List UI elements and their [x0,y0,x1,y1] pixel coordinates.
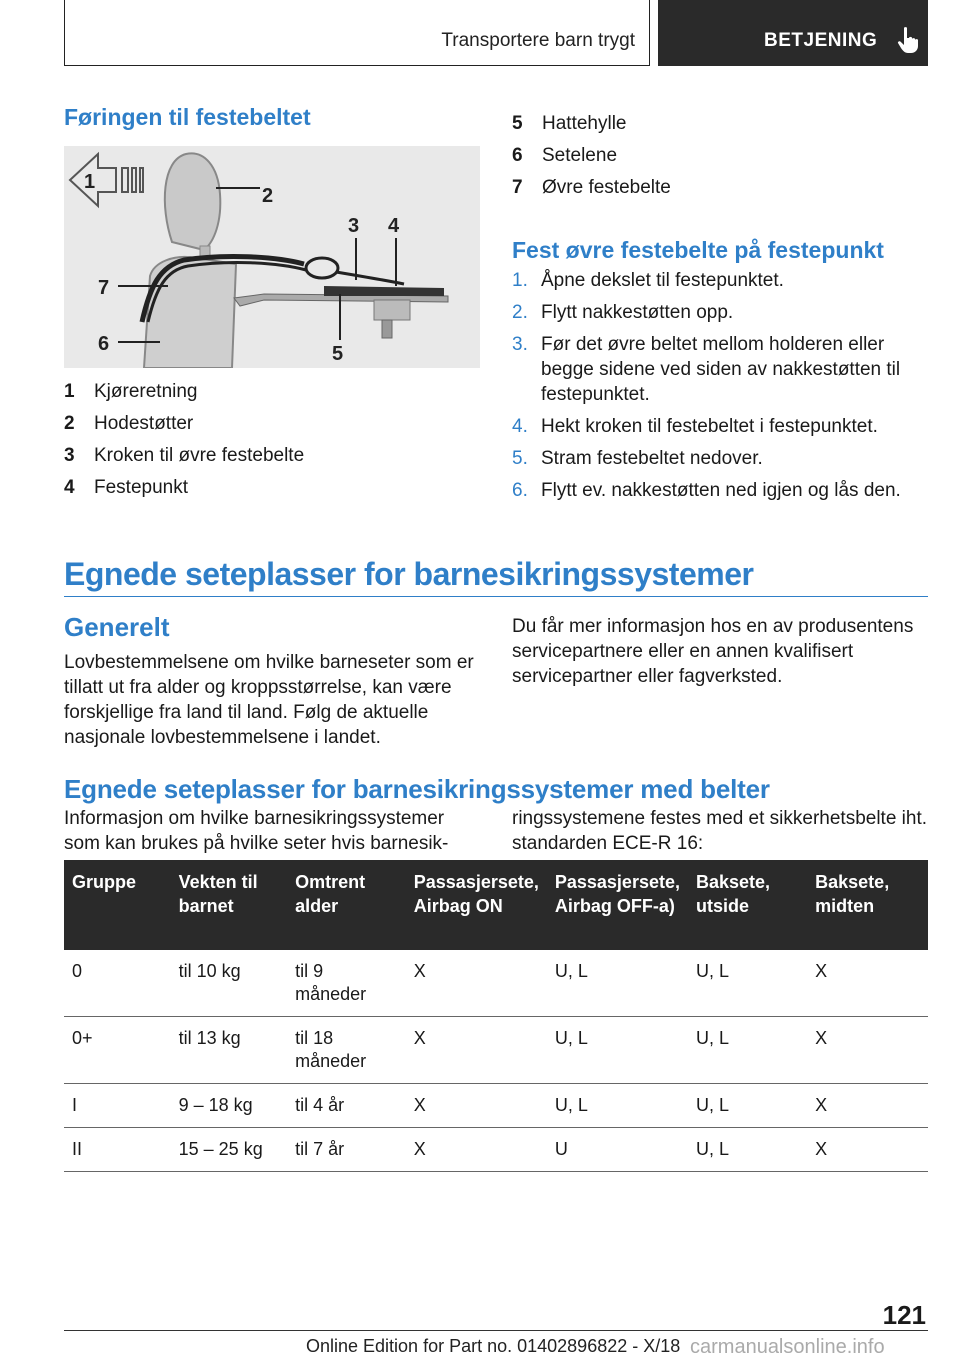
list-item: 5. Stram festebeltet nedover. [512,448,763,469]
list-item: 4. Hekt kroken til festebeltet i festepunktet. [512,416,878,437]
hand-pointer-icon [896,26,922,54]
table-cell: til 10 kg [171,950,287,1017]
belts-intro-right: ringssystemene festes med et sikkerhetsbelte iht. standarden ECE-R 16: [512,808,928,854]
table-cell: til 4 år [287,1084,406,1128]
table-cell: U, L [547,1084,688,1128]
general-paragraph-left: Lovbestemmelsene om hvilke barneseter som er tillatt ut fra alder og kroppsstørrelse, kan være forskjellige fra land til land. Følg de aktuelle nasjonale lovbestemmelsene i landet. [64,652,474,748]
table-cell: U [547,1128,688,1172]
table-cell: til 7 år [287,1128,406,1172]
legend-item: 6 Setelene [512,145,618,166]
chapter-divider [64,596,928,597]
table-row [64,1128,928,1172]
column-header: Baksete, utside [688,860,807,950]
footer-edition: Online Edition for Part no. 01402896822 - X/18 [306,1336,681,1356]
list-item: 6. Flytt ev. nakkestøtten ned igjen og lås den. [512,480,901,501]
table-row [64,1017,928,1084]
column-header: Passasjersete, Airbag ON [406,860,547,950]
figure-callout-7: 7 [98,277,110,299]
list-item: 2. Flytt nakkestøtten opp. [512,302,734,323]
section-title-attach-belt: Fest øvre festebelte på festepunkt [512,237,884,263]
table-cell: til 18 måneder [287,1017,406,1084]
footer-divider [64,1330,928,1331]
legend-item: 4 Festepunkt [64,477,188,498]
table-row [64,1084,928,1128]
seat-suitability-table [64,860,928,1172]
list-item: 3. Før det øvre beltet mellom holderen eller begge sidene ved siden av nakkestøtten til festepunktet. [512,334,901,405]
table-cell: U, L [688,1128,807,1172]
table-cell: X [807,950,928,1017]
table-cell: U, L [688,1084,807,1128]
column-header: Gruppe [64,860,171,950]
figure-callout-5: 5 [332,343,344,365]
table-cell: X [406,1084,547,1128]
figure-legend-left [64,376,304,504]
header-section-box [658,0,928,66]
table-cell: X [406,1128,547,1172]
section-title-general: Generelt [64,612,170,642]
legend-item: 7 Øvre festebelte [512,177,671,198]
general-paragraph-right: Du får mer informasjon hos en av produsentens servicepartnere eller en annen kvalifisert servicepartner eller fagverksted. [512,616,914,687]
table-cell: U, L [547,950,688,1017]
column-header: Omtrent alder [287,860,406,950]
section-title-belts: Egnede seteplasser for barnesikringssystemer med belter [64,774,770,804]
legend-item: 5 Hattehylle [512,113,627,134]
header-section-label: BETJENING [764,30,878,51]
figure-legend-right [512,108,671,204]
belts-intro-left: Informasjon om hvilke barnesikringssystemer som kan brukes på hvilke seter hvis barnesik- [64,808,449,854]
section-title-belt-routing: Føringen til festebeltet [64,104,311,130]
table-cell: X [406,1017,547,1084]
header-chapter-box [64,0,650,66]
table-cell: X [807,1128,928,1172]
table-cell: X [406,950,547,1017]
table-cell: I [64,1084,171,1128]
legend-item: 3 Kroken til øvre festebelte [64,445,305,466]
column-header: Baksete, midten [807,860,928,950]
table-cell: U, L [688,1017,807,1084]
page-number: 121 [882,1300,926,1330]
header-chapter-title: Transportere barn trygt [441,30,635,51]
chapter-title: Egnede seteplasser for barnesikringssystemer [64,556,754,592]
figure-callout-3: 3 [348,215,360,237]
table-cell: til 13 kg [171,1017,287,1084]
table-cell: U, L [547,1017,688,1084]
list-item: 1. Åpne dekslet til festepunktet. [512,270,784,291]
figure-callout-4: 4 [388,215,400,237]
table-cell: 15 – 25 kg [171,1128,287,1172]
table-header-row [64,860,928,950]
table-cell: II [64,1128,171,1172]
column-header: Vekten til barnet [171,860,287,950]
legend-item: 1 Kjøreretning [64,381,198,402]
headrest-belt-figure [64,146,480,368]
table-row [64,950,928,1017]
column-header: Passasjersete, Airbag OFF-a) [547,860,688,950]
table-cell: 0 [64,950,171,1017]
table-cell: X [807,1084,928,1128]
attach-steps-list [512,268,932,510]
figure-callout-1: 1 [84,171,96,193]
footer-watermark: carmanualsonline.info [690,1336,885,1358]
figure-callout-2: 2 [262,185,274,207]
table-cell: til 9 måneder [287,950,406,1017]
figure-callout-6: 6 [98,333,110,355]
table-cell: U, L [688,950,807,1017]
table-cell: 9 – 18 kg [171,1084,287,1128]
table-cell: X [807,1017,928,1084]
legend-item: 2 Hodestøtter [64,413,194,434]
table-cell: 0+ [64,1017,171,1084]
